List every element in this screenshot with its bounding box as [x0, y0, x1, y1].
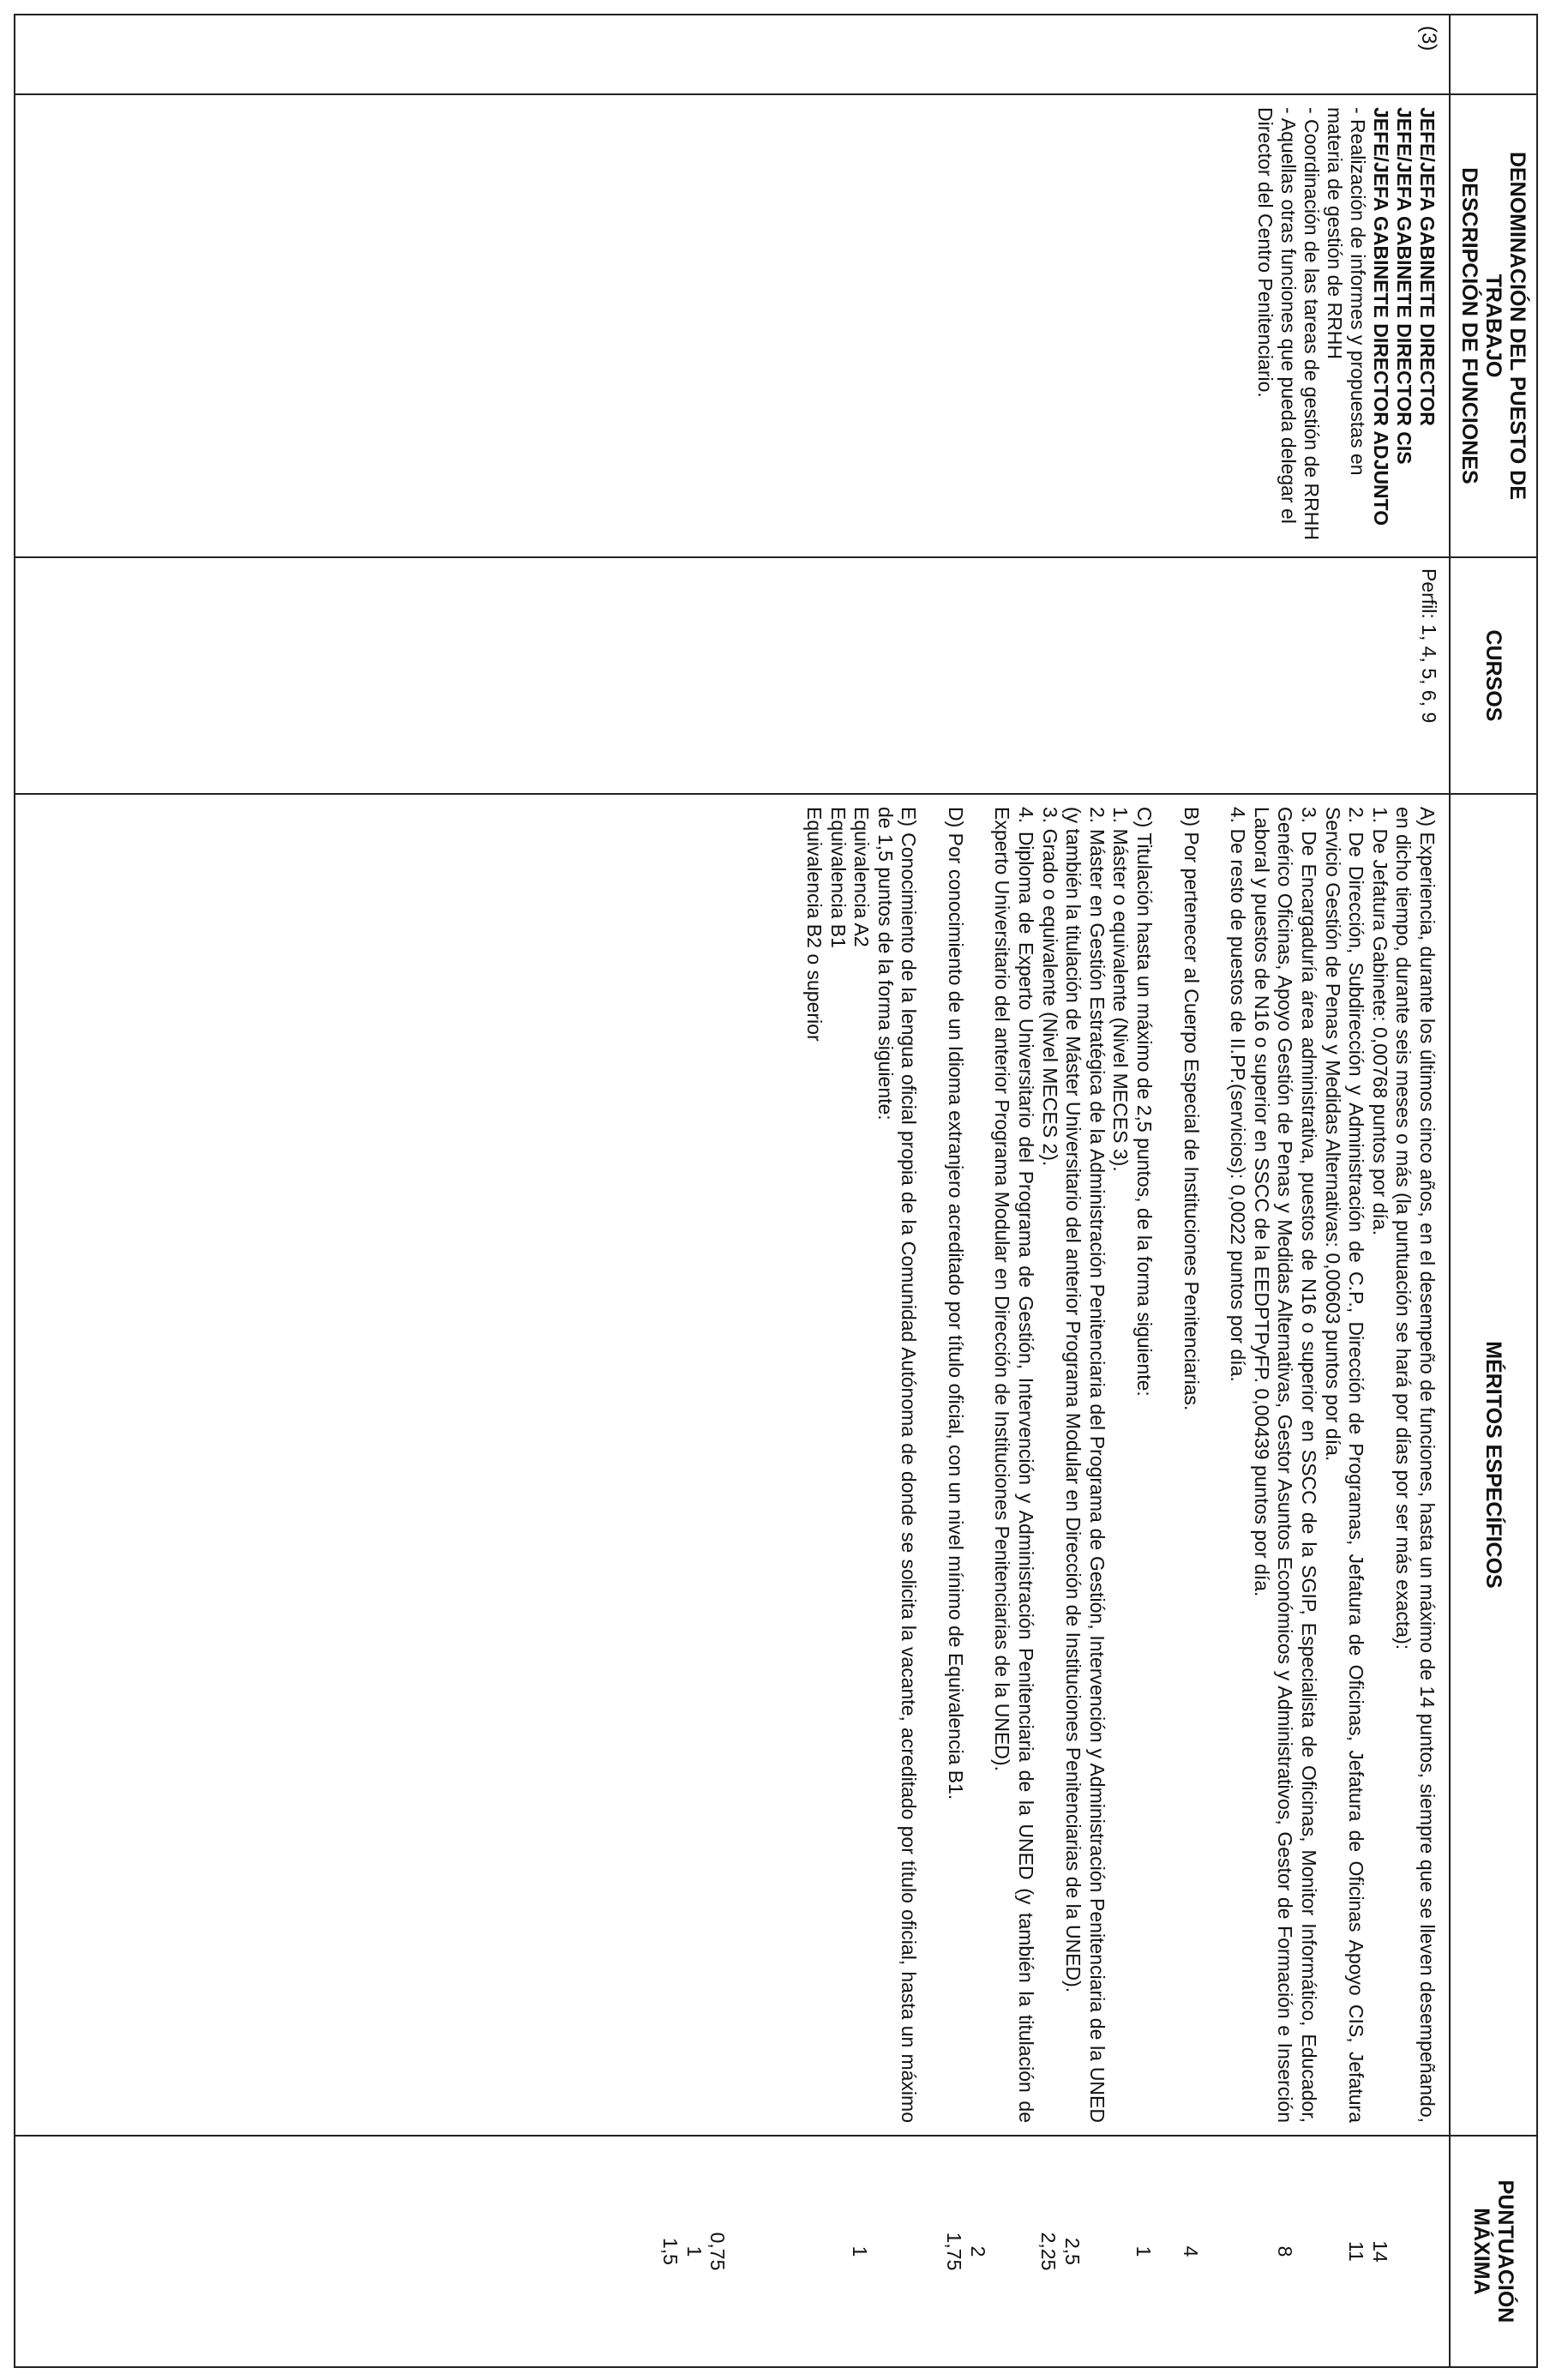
- merit-a-item: 3. De Encargaduría área administrativa, puestos de N16 o superior en SSCC de la SGIP, Especialista de Oficinas, Monitor Informático, Educador, Genérico Oficinas, Apoyo Gestión de Penas y Medidas Alternativas, Gestor Asuntos Económicos y Administrativos, Gestor de Formación e Inserción Laboral y puestos de N16 o superior en SSCC de la EEDPTPyFP. 0,00439 puntos por día.: [1250, 807, 1321, 2123]
- header-denominacion-line2: DESCRIPCIÓN DE FUNCIONES: [1457, 167, 1481, 484]
- cursos-cell: Perfil: 1, 4, 5, 6, 9: [15, 557, 1450, 794]
- job-title: JEFE/JEFA GABINETE DIRECTOR: [1416, 107, 1439, 426]
- merit-e-item: Equivalencia B2 o superior: [802, 807, 826, 1042]
- score-a3: 4: [1180, 2245, 1203, 2257]
- header-puntuacion: [1450, 2136, 1537, 2367]
- score-a-total: 14: [1368, 2240, 1391, 2263]
- job-title: JEFE/JEFA GABINETE DIRECTOR CIS: [1393, 107, 1415, 465]
- score-e2: 1: [682, 2245, 706, 2257]
- merit-c-item: 1. Máster o equivalente (Nivel MECES 3).: [1109, 807, 1132, 1172]
- score-b: 1: [1132, 2245, 1155, 2257]
- table-row: [15, 15, 1450, 2367]
- puntuacion-cell: [15, 2136, 1450, 2367]
- header-denominacion-line1: DENOMINACIÓN DEL PUESTO DE TRABAJO: [1481, 151, 1529, 501]
- function-item: - Coordinación de las tareas de gestión de RRHH: [1301, 107, 1323, 540]
- merit-e-intro: E) Conocimiento de la lengua oficial propia de la Comunidad Autónoma de donde se solicita la vacante, acreditado por título oficial, hasta un máximo de 1,5 puntos de la forma siguiente:: [874, 807, 921, 2123]
- header-puntuacion-line2: MÁXIMA: [1469, 2208, 1493, 2295]
- header-denominacion: [1450, 94, 1537, 557]
- score-e1: 0,75: [706, 2232, 730, 2271]
- meritos-cell: [15, 794, 1450, 2136]
- score-c3: 2: [966, 2245, 989, 2257]
- score-d: 1: [848, 2245, 871, 2257]
- merit-d-text: D) Por conocimiento de un Idioma extranjero acreditado por título oficial, con un nivel mínimo de Equivalencia B1.: [944, 807, 967, 1800]
- job-title: JEFE/JEFA GABINETE DIRECTOR ADJUNTO: [1370, 107, 1392, 526]
- score-c1: 2,5: [1061, 2238, 1084, 2265]
- merit-table: [14, 14, 1538, 2368]
- header-ref: [1450, 15, 1537, 94]
- header-cursos: CURSOS: [1450, 557, 1537, 794]
- merit-a-item: 1. De Jefatura Gabinete: 0,00768 puntos por día.: [1368, 807, 1391, 1235]
- score-a2: 8: [1274, 2245, 1297, 2257]
- score-c4: 1,75: [943, 2232, 966, 2271]
- merit-block-b: [1179, 807, 1203, 2123]
- merit-a-item: 4. De resto de puestos de II.PP.(servicios): 0,0022 puntos por día.: [1227, 807, 1250, 1382]
- merit-block-c: [990, 807, 1156, 2123]
- merit-block-e: [802, 807, 920, 2123]
- function-item: - Realización de informes y propuestas en materia de gestión de RRHH: [1324, 107, 1369, 476]
- row-ref: (3): [15, 15, 1450, 94]
- header-puntuacion-line1: PUNTUACIÓN: [1493, 2179, 1517, 2323]
- table-header-row: [1450, 15, 1537, 2367]
- merit-e-item: Equivalencia A2: [850, 807, 874, 947]
- merit-c-intro: C) Titulación hasta un máximo de 2,5 puntos, de la forma siguiente:: [1133, 807, 1156, 1397]
- header-meritos: MÉRITOS ESPECÍFICOS: [1450, 794, 1537, 2136]
- merit-a-item: 2. De Dirección, Subdirección y Administración de C.P., Dirección de Programas, Jefatura de Oficinas, Jefatura de Oficinas Apoyo CIS, Jefatura Servicio Gestión de Penas y Medidas Alternativas: 0,00603 puntos por día.: [1321, 807, 1368, 2123]
- merit-c-item: 3. Grado o equivalente (Nivel MECES 2).: [1038, 807, 1061, 1167]
- merit-e-item: Equivalencia B1: [826, 807, 850, 948]
- merit-a-intro: A) Experiencia, durante los últimos cinco años, en el desempeño de funciones, hasta un máximo de 14 puntos, siempre que se lleven desempeñando, en dicho tiempo, durante seis meses o más (la puntuación se hará por días por ser más exacta):: [1392, 807, 1439, 2123]
- merit-block-a: [1226, 807, 1439, 2123]
- merit-c-item: 4. Diploma de Experto Universitario del Programa de Gestión, Intervención y Administración Penitenciaria de la UNED (y también la titulación de Experto Universitario del anterior Programa Modular en Dirección de Instituciones Penitenciarias de la UNED).: [991, 807, 1038, 2123]
- score-a1: 11: [1345, 2241, 1368, 2262]
- merit-b-text: B) Por pertenecer al Cuerpo Especial de Instituciones Penitenciarias.: [1180, 807, 1203, 1411]
- score-c2: 2,25: [1037, 2232, 1060, 2271]
- denominacion-cell: [15, 94, 1450, 557]
- merit-block-d: [943, 807, 967, 2123]
- function-item: - Aquellas otras funciones que pueda delegar el Director del Centro Penitenciario.: [1254, 107, 1300, 524]
- merit-c-item: 2. Máster en Gestión Estratégica de la Administración Penitenciaria del Programa de Gestión, Intervención y Administración Penitenciaria de la UNED (y también la titulación de Máster Universitario del anterior Programa Modular en Dirección de Instituciones Penitenciarias de la UNED).: [1062, 807, 1108, 2123]
- score-e3: 1,5: [659, 2238, 682, 2265]
